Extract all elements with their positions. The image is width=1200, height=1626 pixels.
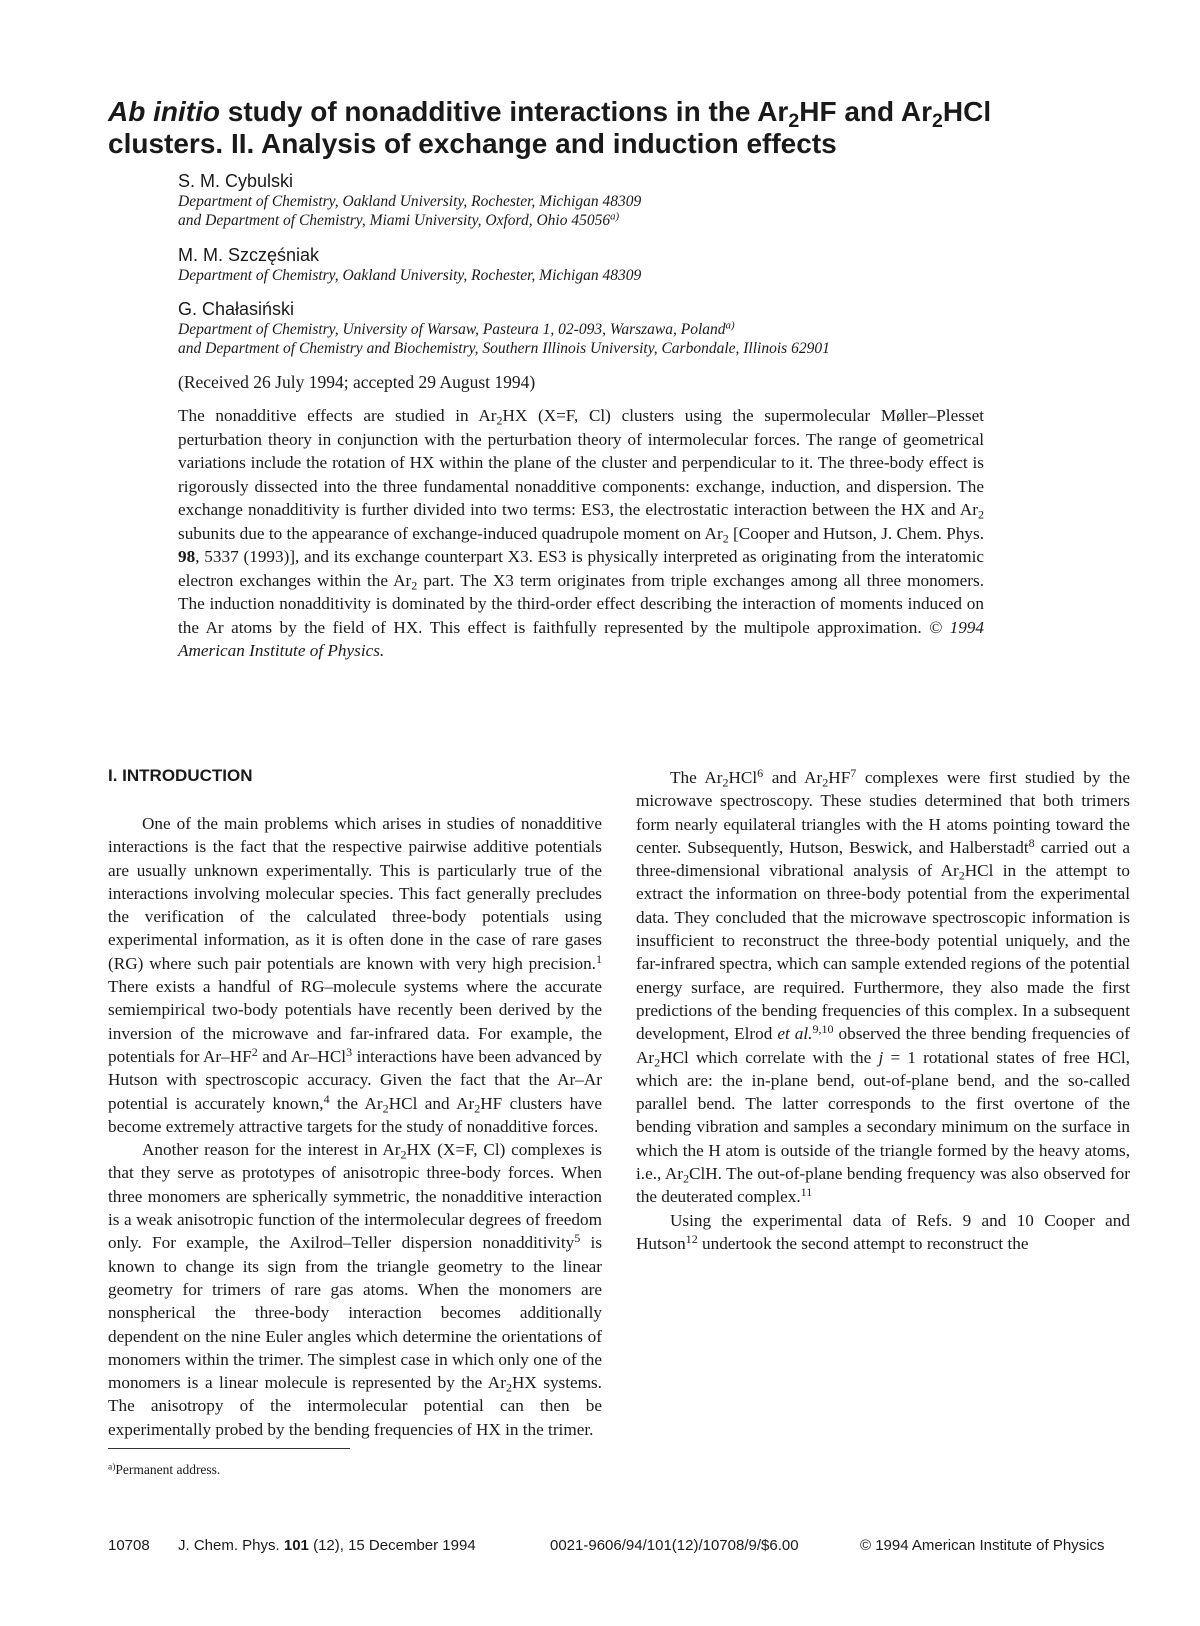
reference-mark[interactable]: 9,10 (812, 1022, 834, 1037)
author-name: G. Chałasiński (178, 299, 295, 319)
page-number: 10708 (108, 1537, 150, 1554)
paragraph: Another reason for the interest in $Ar_2HX$ (X=F, Cl) complexes is that they serve as prototypes of anisotropic three-body forces. When three monomers are spherically symmetric, the nonadditive interaction is a weak anisotropic function of the intermolecular degrees of freedom only. For example, the Axilrod–Teller dispersion nonadditivity$^5$ is known to change its sign from the triangle geometry to the linear geometry for trimers of rare gas atoms. When the monomers are nonspherical the three-body interaction becomes additionally dependent on the nine Euler angles which determine the orientations of monomers within the trimer. The simplest case in which only one of the monomers is a linear molecule is represented by the $Ar_2HX$ systems. The anisotropy of the intermolecular potential can then be experimentally probed by the bending frequencies of HX in the trimer. (108, 1140, 603, 1439)
paragraph: Using the experimental data of Refs. 9 and 10 Cooper and Hutson$^{12}$ undertook the second attempt to reconstruct the (636, 1210, 1130, 1253)
reference-mark[interactable]: 1 (595, 951, 602, 966)
author-block-3 (178, 298, 830, 358)
author-affiliation: Department of Chemistry, Oakland University, Rochester, Michigan 48309 (178, 193, 642, 210)
left-column (108, 812, 602, 1441)
section-heading: I. INTRODUCTION (108, 766, 253, 785)
footer-copyright: © 1994 American Institute of Physics (860, 1537, 1105, 1554)
author-affiliation: Department of Chemistry, Oakland University, Rochester, Michigan 48309 (178, 267, 642, 284)
abstract-copyright: © 1994 American Institute of Physics. (178, 617, 984, 660)
author-name: M. M. Szczęśniak (178, 245, 320, 265)
author-affiliation: and Department of Chemistry, Miami University, Oxford, Ohio 45056$^{a)}$ (178, 210, 620, 229)
reference-mark[interactable]: 11 (800, 1185, 813, 1200)
author-block-2 (178, 244, 641, 285)
abstract: The nonadditive effects are studied in $Ar_2HX$ (X=F, Cl) clusters using the supermolecular Møller–Plesset perturbation theory in conjunction with the perturbation theory of intermolecular forces. The range of geometrical variations include the rotation of HX within the plane of the cluster and perpendicular to it. The three-body effect is rigorously dissected into the three fundamental nonadditive components: exchange, induction, and dispersion. The exchange nonadditivity is further divided into two terms: ES3, the electrostatic interaction between the HX and $Ar_2$ subunits due to the appearance of exchange-induced quadrupole moment on $Ar_2$ [Cooper and Hutson, J. Chem. Phys. 98, 5337 (1993)], and its exchange counterpart X3. ES3 is physically interpreted as originating from the interatomic electron exchanges within the $Ar_2$ part. The X3 term originates from triple exchanges among all three monomers. The induction nonadditivity is dominated by the third-order effect describing the interaction of moments induced on the Ar atoms by the field of HX. This effect is faithfully represented by the multipole approximation. © 1994 American Institute of Physics. (178, 406, 984, 660)
author-affiliation: Department of Chemistry, University of Warsaw, Pasteura 1, 02-093, Warszawa, Poland$^{a)}$ (178, 319, 735, 338)
reference-mark[interactable]: 12 (685, 1231, 698, 1246)
article-title: Ab initio study of nonadditive interactions in the $Ar_2HF$ and $Ar_2HCl$ clusters. II. Analysis of exchange and induction effects (108, 96, 992, 159)
article-code: 0021-9606/94/101(12)/10708/9/$6.00 (550, 1537, 799, 1554)
author-affiliation: and Department of Chemistry and Biochemistry, Southern Illinois University, Carbondale, Illinois 62901 (178, 340, 830, 357)
title-italic: Ab initio (108, 96, 220, 127)
reference-mark[interactable]: 8 (1028, 835, 1035, 850)
footnote: $^{a)}$Permanent address. (108, 1462, 221, 1477)
reference-mark[interactable]: 6 (757, 765, 764, 780)
reference-mark[interactable]: 5 (574, 1231, 581, 1246)
reference-mark[interactable]: 3 (346, 1044, 353, 1059)
reference-mark[interactable]: 2 (251, 1044, 258, 1059)
paragraph: One of the main problems which arises in studies of nonadditive interactions is the fact that the respective pairwise additive potentials are usually unknown experimentally. This is particularly true of the interactions involving molecular species. This fact generally precludes the verification of the calculated three-body potentials using experimental information, as it is often done in the case of rare gases (RG) where such pair potentials are known with very high precision.$^1$ There exists a handful of RG–molecule systems where the accurate semiempirical two-body potentials have recently been derived by the inversion of the microwave and far-infrared data. For example, the potentials for $Ar-HF^2$ and Ar–HCl$^3$ interactions have been advanced by Hutson with spectroscopic accuracy. Given the fact that the Ar–Ar potential is accurately known,$^4$ the $Ar_2HCl$ and $Ar_2HF$ clusters have become extremely attractive targets for the study of nonadditive forces. (108, 814, 603, 1136)
journal-citation: J. Chem. Phys. 101 (12), 15 December 1994 (178, 1537, 476, 1554)
reference-mark[interactable]: 4 (323, 1091, 330, 1106)
received-dates: (Received 26 July 1994; accepted 29 August 1994) (178, 372, 536, 392)
footnote-rule (108, 1448, 350, 1449)
paragraph: The $Ar_2HCl^6$ and $Ar_2HF^7$ complexes were first studied by the microwave spectroscopy. These studies determined that both trimers form nearly equilateral triangles with the H atoms pointing toward the center. Subsequently, Hutson, Beswick, and Halberstadt$^8$ carried out a three-dimensional vibrational analysis of $Ar_2HCl$ in the attempt to extract the information on three-body potential from the experimental data. They concluded that the microwave spectroscopic information is insufficient to reconstruct the three-body potential uniquely, and the far-infrared spectra, which can sample extended regions of the potential energy surface, are required. Furthermore, they also made the first predictions of the bending frequencies of this complex. In a subsequent development, Elrod et al.$^{9,10}$ observed the three bending frequencies of $Ar_2HCl$ which correlate with the j = 1 rotational states of free HCl, which are: the in-plane bend, out-of-plane bend, and the so-called parallel bend. The latter corresponds to the first overtone of the bending vibration and samples a secondary minimum on the surface in which the H atom is outside of the triangle formed by the heavy atoms, i.e., $Ar_2ClH$. The out-of-plane bending frequency was also observed for the deuterated complex.$^{11}$ (636, 765, 1131, 1207)
author-block-1 (178, 170, 641, 230)
author-name: S. M. Cybulski (178, 171, 294, 191)
reference-mark[interactable]: 7 (850, 765, 857, 780)
right-column (636, 766, 1130, 1255)
